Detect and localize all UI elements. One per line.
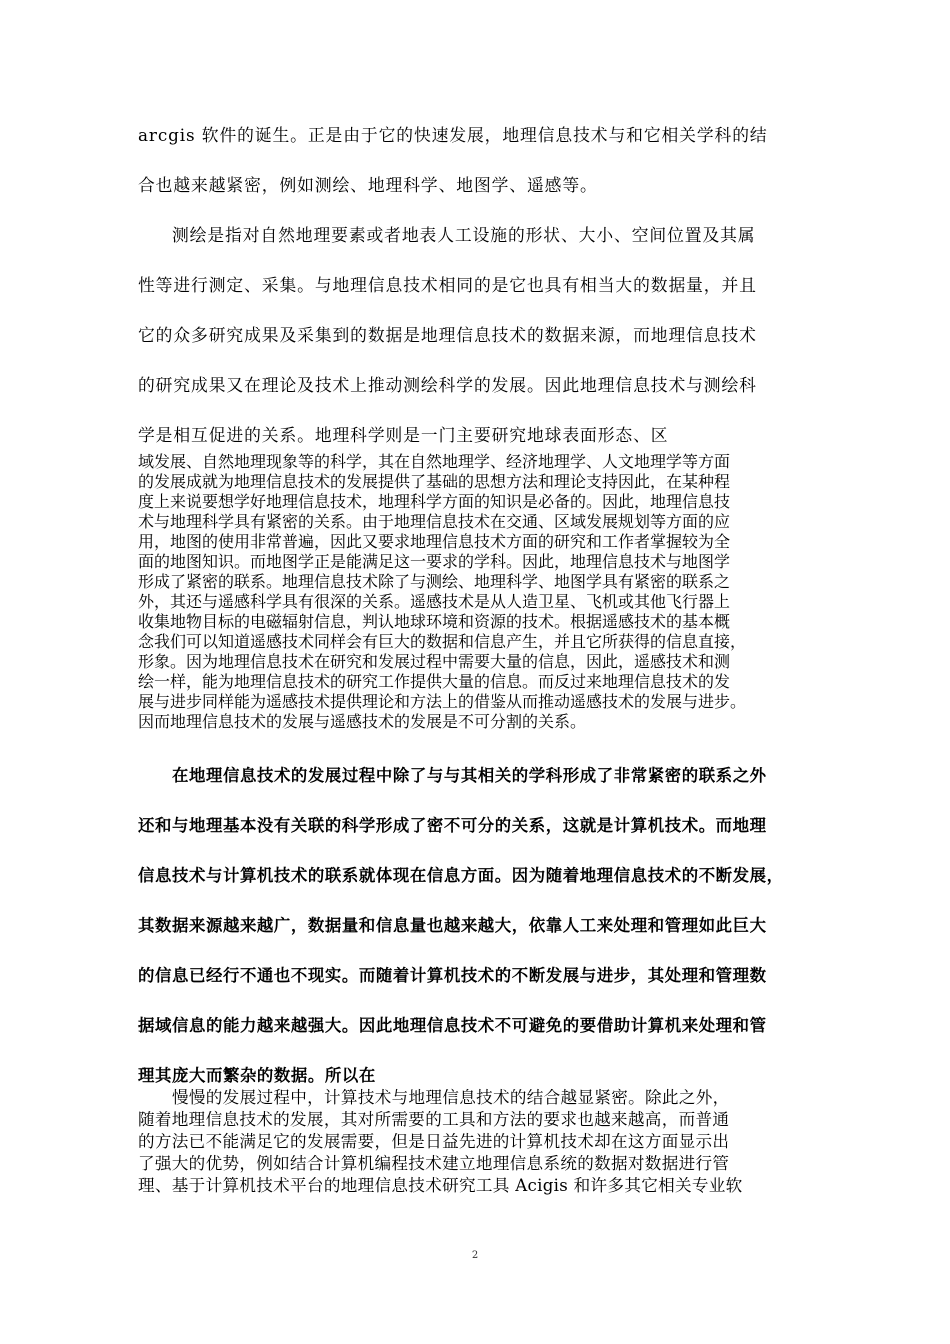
paragraph-line: 慢慢的发展过程中，计算技术与地理信息技术的结合越显紧密。除此之外， <box>172 1088 730 1107</box>
paragraph-line: 理、基于计算机技术平台的地理信息技术研究工具 Acigis 和许多其它相关专业软 <box>138 1176 743 1195</box>
paragraph-line: 度上来说要想学好地理信息技术，地理科学方面的知识是必备的。因此，地理信息技 <box>138 492 731 511</box>
paragraph-line: 收集地物目标的电磁辐射信息，判认地球环境和资源的技术。根据遥感技术的基本概 <box>138 612 731 631</box>
paragraph-line: 理其庞大而繁杂的数据。所以在 <box>138 1066 376 1085</box>
paragraph-line: 其数据来源越来越广，数据量和信息量也越来越大，依靠人工来处理和管理如此巨大 <box>138 916 767 935</box>
paragraph-line: 外，其还与遥感科学具有很深的关系。遥感技术是从人造卫星、飞机或其他飞行器上 <box>138 592 731 611</box>
paragraph-line: 展与进步同样能为遥感技术提供理论和方法上的借鉴从而推动遥感技术的发展与进步。 <box>138 692 747 711</box>
paragraph-line: 面的地图知识。而地图学正是能满足这一要求的学科。因此，地理信息技术与地图学 <box>138 552 731 571</box>
paragraph-line: 性等进行测定、采集。与地理信息技术相同的是它也具有相当大的数据量，并且 <box>138 275 757 295</box>
paragraph-line: 术与地理科学具有紧密的关系。由于地理信息技术在交通、区域发展规划等方面的应 <box>138 512 731 531</box>
paragraph-line: 域发展、自然地理现象等的科学，其在自然地理学、经济地理学、人文地理学等方面 <box>138 452 731 471</box>
paragraph-line: 的方法已不能满足它的发展需要，但是日益先进的计算机技术却在这方面显示出 <box>138 1132 730 1151</box>
paragraph-line: 随着地理信息技术的发展，其对所需要的工具和方法的要求也越来越高，而普通 <box>138 1110 730 1129</box>
paragraph-line: 据域信息的能力越来越强大。因此地理信息技术不可避免的要借助计算机来处理和管 <box>138 1016 767 1035</box>
paragraph-line: 形成了紧密的联系。地理信息技术除了与测绘、地理科学、地图学具有紧密的联系之 <box>138 572 731 591</box>
paragraph-line: 绘一样，能为地理信息技术的研究工作提供大量的信息。而反过来地理信息技术的发 <box>138 672 731 691</box>
paragraph-line: 因而地理信息技术的发展与遥感技术的发展是不可分割的关系。 <box>138 712 587 731</box>
paragraph-line: 用，地图的使用非常普遍，因此又要求地理信息技术方面的研究和工作者掌握较为全 <box>138 532 731 551</box>
paragraph-line: 学是相互促进的关系。地理科学则是一门主要研究地球表面形态、区 <box>138 425 669 445</box>
paragraph-line: 的研究成果又在理论及技术上推动测绘科学的发展。因此地理信息技术与测绘科 <box>138 375 757 395</box>
paragraph-line: 念我们可以知道遥感技术同样会有巨大的数据和信息产生，并且它所获得的信息直接， <box>138 632 747 651</box>
paragraph-line: 在地理信息技术的发展过程中除了与与其相关的学科形成了非常紧密的联系之外 <box>172 766 767 785</box>
paragraph-line: 合也越来越紧密，例如测绘、地理科学、地图学、遥感等。 <box>138 175 598 195</box>
paragraph-line: 它的众多研究成果及采集到的数据是地理信息技术的数据来源，而地理信息技术 <box>138 325 757 345</box>
paragraph-line: 的发展成就为地理信息技术的发展提供了基础的思想方法和理论支持因此，在某种程 <box>138 472 731 491</box>
paragraph-line: 了强大的优势，例如结合计算机编程技术建立地理信息系统的数据对数据进行管 <box>138 1154 730 1173</box>
paragraph-line: 的信息已经行不通也不现实。而随着计算机技术的不断发展与进步，其处理和管理数 <box>138 966 767 985</box>
paragraph-line: 测绘是指对自然地理要素或者地表人工设施的形状、大小、空间位置及其属 <box>172 225 756 245</box>
paragraph-line: arcgis 软件的诞生。正是由于它的快速发展，地理信息技术与和它相关学科的结 <box>138 125 768 145</box>
paragraph-line: 还和与地理基本没有关联的科学形成了密不可分的关系，这就是计算机技术。而地理 <box>138 816 767 835</box>
paragraph-line: 形象。因为地理信息技术在研究和发展过程中需要大量的信息，因此，遥感技术和测 <box>138 652 731 671</box>
paragraph-line: 信息技术与计算机技术的联系就体现在信息方面。因为随着地理信息技术的不断发展， <box>138 866 784 885</box>
page-number: 2 <box>471 1250 479 1261</box>
